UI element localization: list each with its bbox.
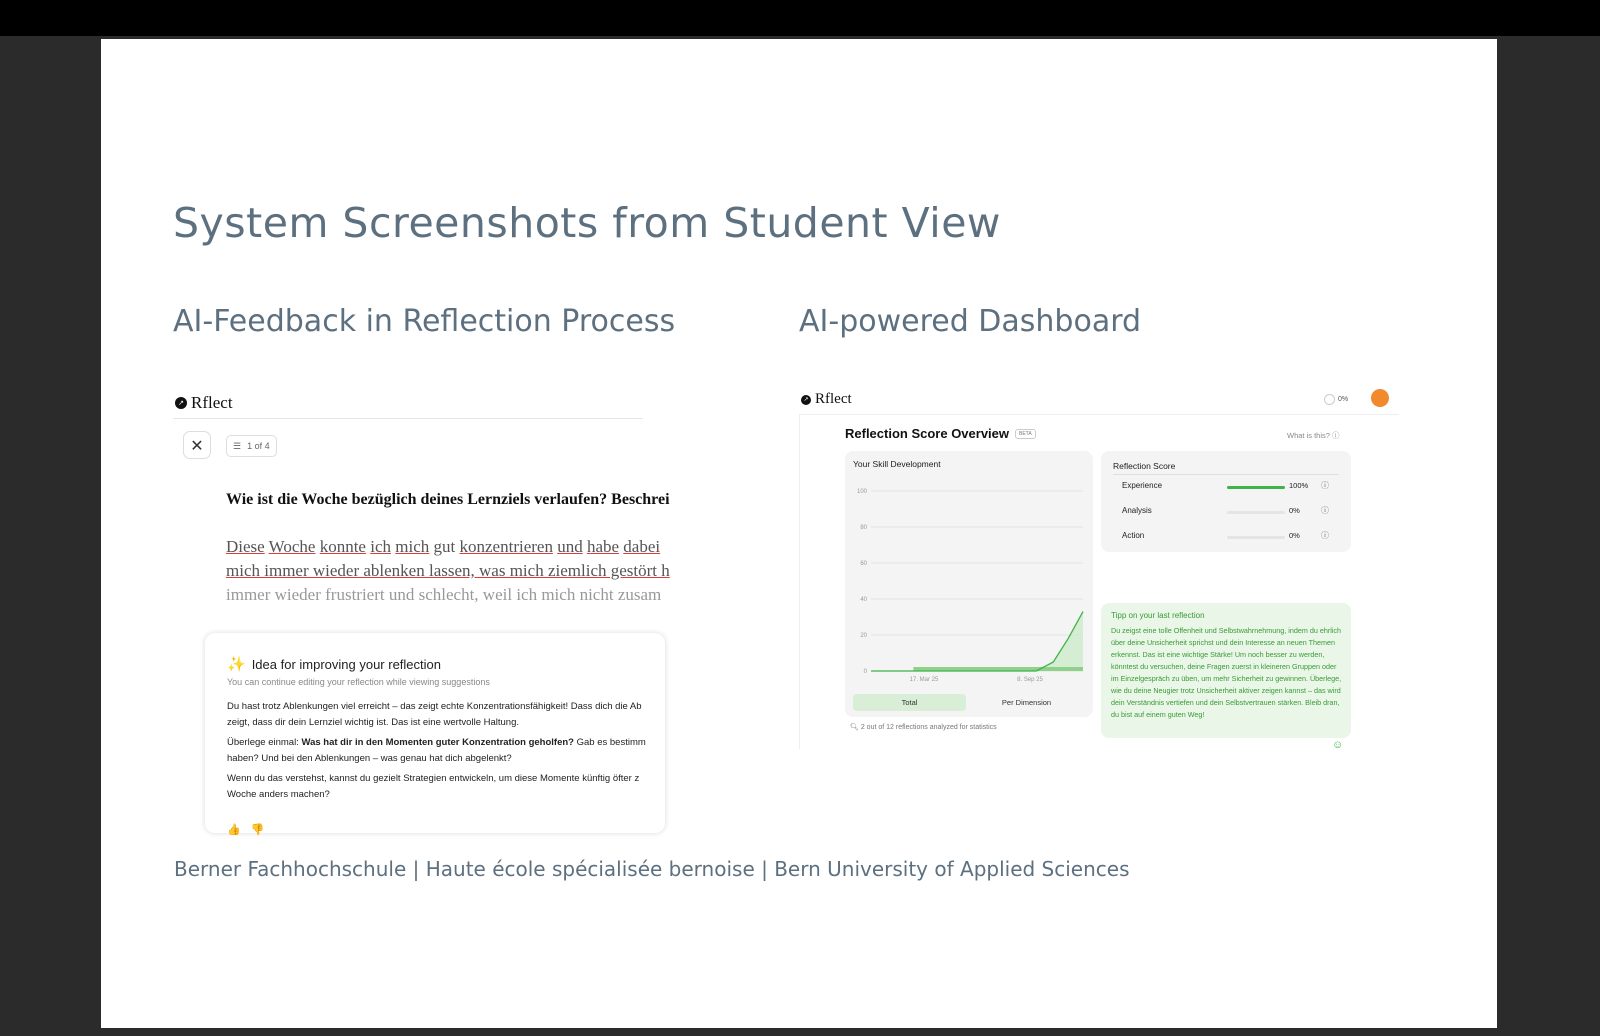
dashboard-brand-name: Rflect [815,391,852,407]
suggestion-title [227,655,441,673]
chart-series [871,612,1083,671]
answer-word: gut [433,537,456,556]
score-panel-title: Reflection Score [1113,461,1176,471]
score-row-analysis [1113,506,1339,526]
suggestion-title-text: Idea for improving your reflection [251,656,441,672]
footer: Berner Fachhochschule | Haute école spécialisée bernoise | Bern University of Applied Sciences [174,857,1130,881]
score-bar-fill [1227,486,1285,489]
score-bar [1227,536,1285,539]
score-bar [1227,511,1285,514]
answer-word: mich [395,537,430,556]
skill-chart-panel [845,451,1093,717]
info-icon: ⓘ [1332,431,1340,440]
chart-y-ticks [857,489,868,675]
score-label: Analysis [1122,506,1152,515]
suggestion-p1-line2: zeigt, dass dir dein Lernziel wichtig ist. Das ist eine wertvolle Haltung. [227,717,519,728]
answer-word: Diese [226,537,265,556]
what-is-this-link[interactable] [1287,430,1340,441]
score-label: Action [1122,531,1145,540]
score-divider [1113,474,1339,475]
suggestion-card [205,633,665,836]
y-tick-label: 80 [860,525,867,531]
toggle-per-dimension[interactable]: Per Dimension [1001,698,1052,707]
progress-indicator[interactable] [1324,392,1356,406]
score-value: 0% [1289,531,1300,540]
slide-title: System Screenshots from Student View [173,199,1001,247]
answer-line-2 [226,559,670,583]
reflection-score-panel [1101,451,1351,552]
answer-word: habe [586,537,620,556]
toggle-total[interactable]: Total [853,694,966,711]
series-area [871,612,1083,671]
score-label: Experience [1122,481,1163,490]
reflection-screenshot [173,389,670,836]
x-tick-label: 8. Sep 25 [1017,677,1043,683]
info-icon[interactable]: ⓘ [1321,481,1329,490]
tip-card [1101,603,1351,738]
info-icon[interactable]: ⓘ [1321,506,1329,515]
brand-logo [175,393,233,413]
score-row-experience [1113,481,1339,501]
answer-line-3-text: immer wieder frustriert und schlecht, weil ich mich nicht zusam [226,585,662,604]
chart-grid [871,491,1083,671]
score-value: 100% [1289,481,1309,490]
search-icon: 🔍︎ [850,724,859,731]
chart-title: Your Skill Development [853,459,941,469]
suggestion-p2-line1 [227,735,646,750]
dashboard-header-divider [799,414,1399,415]
thumbs-up-icon[interactable]: 👍 [227,823,241,836]
suggestion-p2-line2: haben? Und bei den Ablenkungen – was genau hat dich abgelenkt? [227,753,512,764]
tip-text: Du zeigst eine tolle Offenheit und Selbstwahrnehmung, indem du ehrlich über deine Unsicherheit sprichst und dein Interesse an neuen Themen erkennst. Das ist eine wichtige Stärke! Um noch besser zu werden, könntest du versuchen, deine Fragen zuerst in kleineren Gruppen oder im Einzelgespräch zu üben, um mehr Sicherheit zu gewinnen. Überlege, wie du deine Neugier trotz Unsicherheit aktiver zeigen kannst – das wird dein Verständnis vertiefen und dein Selbstvertrauen stärken. Bleib dran, du bist auf einem guten Weg! [1111,626,1342,719]
window-top-bar [0,0,1600,36]
series-line [871,612,1083,671]
stats-note-text: 2 out of 12 reflections analyzed for statistics [860,724,997,731]
answer-line-1 [226,535,661,559]
beta-badge: BETA [1015,429,1036,439]
suggestion-p3-line2: Woche anders machen? [227,789,330,800]
logo-icon: ↗ [801,395,811,405]
p2-suffix: Gab es bestimm [573,737,646,748]
list-icon: ☰ [233,440,242,451]
assistant-face-icon[interactable]: ☺ [1332,739,1344,751]
p2-bold: Was hat dir in den Momenten guter Konzentration geholfen? [301,737,574,748]
y-tick-label: 60 [860,561,867,567]
slide [101,39,1497,1028]
answer-word: Woche [268,537,316,556]
page-indicator[interactable] [226,435,277,457]
answer-word: konzentrieren [459,537,553,556]
y-tick-label: 40 [860,597,867,603]
answer-word: und [557,537,583,556]
close-icon: ✕ [190,435,204,455]
page-title [845,426,1036,441]
header-divider [173,418,643,419]
score-value: 0% [1289,506,1300,515]
answer-line-2-text: mich immer wieder ablenken lassen, was mich ziemlich gestört h [226,561,670,580]
page-title-text: Reflection Score Overview [845,426,1010,441]
avatar[interactable] [1371,389,1389,407]
logo-icon: ↗ [175,397,187,409]
progress-label: 0% [1338,395,1349,403]
answer-word: ich [370,537,392,556]
progress-ring-icon [1324,394,1335,405]
suggestion-p3-line1: Wenn du das verstehst, kannst du gezielt Strategien entwickeln, um diese Momente künftig öfter z [227,773,640,784]
answer-word: dabei [623,537,661,556]
chart-x-ticks [910,677,1044,683]
dashboard-screenshot [799,389,1399,749]
reflection-answer[interactable] [226,535,670,604]
y-tick-label: 0 [863,669,867,675]
thumbs-down-icon[interactable]: 👎 [250,823,265,836]
answer-line-3 [226,583,662,604]
left-heading: AI-Feedback in Reflection Process [173,304,676,339]
pager-label: 1 of 4 [247,441,270,451]
feedback-buttons [227,823,264,836]
tip-title: Tipp on your last reflection [1111,611,1205,620]
sparkle-icon: ✨ [227,656,246,673]
brand-name: Rflect [191,393,233,412]
p2-prefix: Überlege einmal: [227,737,302,748]
score-bar [1227,486,1285,489]
stats-note [850,723,997,731]
dashboard-left-border [799,414,800,749]
close-button[interactable] [183,431,211,459]
skill-chart [845,473,1093,685]
info-icon[interactable]: ⓘ [1321,531,1329,540]
right-heading: AI-powered Dashboard [799,304,1142,339]
suggestion-subtitle: You can continue editing your reflection while viewing suggestions [227,677,490,687]
reflection-question: Wie ist die Woche bezüglich deines Lernziels verlaufen? Beschrei [226,491,670,508]
what-is-this-text: What is this? [1287,431,1330,440]
suggestion-p1-line1: Du hast trotz Ablenkungen viel erreicht – das zeigt echte Konzentrationsfähigkeit! Dass dich die Ab [227,701,642,712]
y-tick-label: 100 [856,489,867,495]
dashboard-brand-logo [801,391,852,408]
score-row-action [1113,531,1339,551]
x-tick-label: 17. Mar 25 [909,677,939,683]
answer-word: konnte [319,537,366,556]
y-tick-label: 20 [860,633,867,639]
